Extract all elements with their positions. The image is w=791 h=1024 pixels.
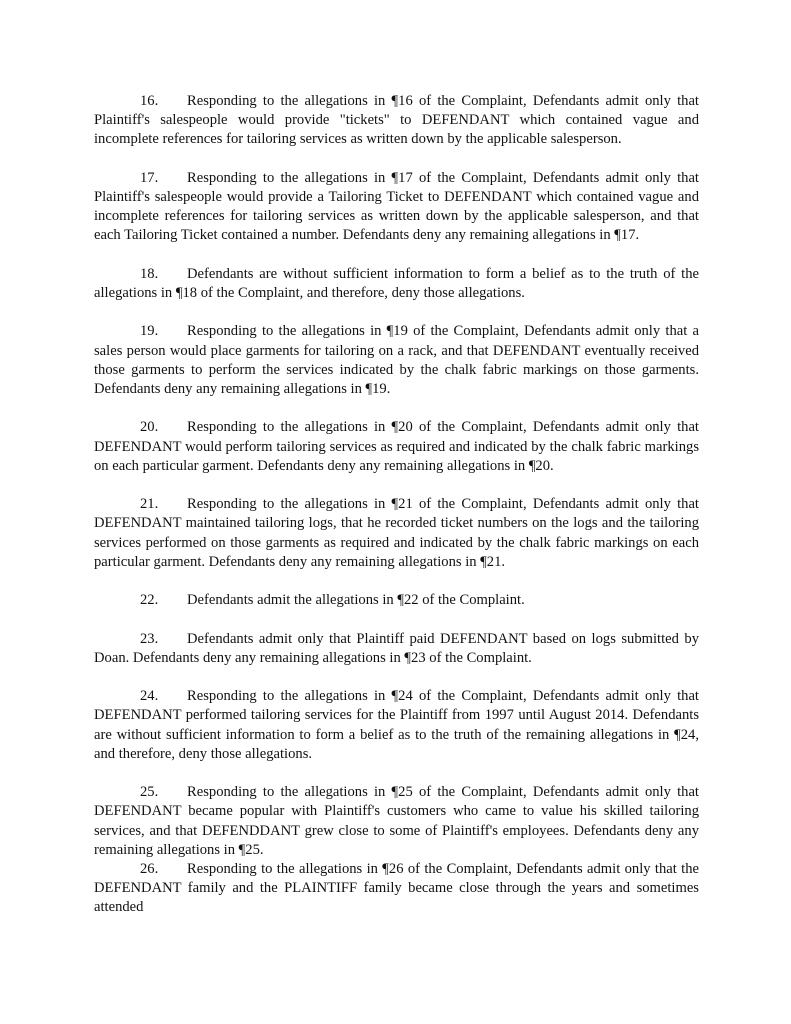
paragraph-number: 26.	[140, 860, 159, 877]
paragraph-text: Responding to the allegations in ¶19 of the Complaint, Defendants admit only that a sales person would place garments for tailoring on a rack, and that DEFENDANT eventually received those garments to perform the services indicated by the chalk fabric markings on those garments. Defendants deny any remaining allegations in ¶19.	[94, 323, 699, 397]
paragraph-text: Defendants admit only that Plaintiff paid DEFENDANT based on logs submitted by Doan. Defendants deny any remaining allegations in ¶23 of the Complaint.	[94, 630, 699, 666]
paragraph-number: 21.	[140, 496, 159, 513]
paragraph-text: Responding to the allegations in ¶20 of the Complaint, Defendants admit only that DEFENDANT would perform tailoring services as required and indicated by the chalk fabric markings on each particular garment. Defendants deny any remaining allegations in ¶20.	[94, 419, 699, 474]
paragraph-25	[94, 783, 699, 860]
paragraph-number: 23.	[140, 630, 159, 647]
paragraph-text: Defendants admit the allegations in ¶22 of the Complaint.	[187, 592, 525, 609]
paragraph-number: 22.	[140, 592, 159, 609]
paragraph-text: Responding to the allegations in ¶21 of the Complaint, Defendants admit only that DEFENDANT maintained tailoring logs, that he recorded ticket numbers on the logs and the tailoring services performed on those garments as required and indicated by the chalk fabric markings on each particular garment. Defendants deny any remaining allegations in ¶21.	[94, 496, 699, 570]
paragraph-21	[94, 495, 699, 572]
paragraph-20	[94, 418, 699, 476]
paragraph-number: 18.	[140, 265, 159, 282]
paragraph-17	[94, 169, 699, 246]
paragraph-number: 20.	[140, 419, 159, 436]
paragraph-text: Responding to the allegations in ¶24 of the Complaint, Defendants admit only that DEFENDANT performed tailoring services for the Plaintiff from 1997 until August 2014. Defendants are without sufficient information to form a belief as to the truth of the remaining allegations in ¶24, and therefore, deny those allegations.	[94, 688, 699, 762]
paragraph-22	[94, 591, 699, 610]
paragraph-text: Defendants are without sufficient information to form a belief as to the truth of the allegations in ¶18 of the Complaint, and therefore, deny those allegations.	[94, 265, 699, 301]
paragraph-18	[94, 265, 699, 303]
paragraph-23	[94, 630, 699, 668]
paragraph-text: Responding to the allegations in ¶16 of the Complaint, Defendants admit only that Plaintiff's salespeople would provide "tickets" to DEFENDANT which contained vague and incomplete references for tailoring services as written down by the applicable salesperson.	[94, 93, 699, 148]
paragraph-text: Responding to the allegations in ¶25 of the Complaint, Defendants admit only that DEFENDANT became popular with Plaintiff's customers who came to value his skilled tailoring services, and that DEFENDDANT grew close to some of Plaintiff's employees. Defendants deny any remaining allegations in ¶25.	[94, 784, 699, 858]
paragraph-number: 16.	[140, 93, 159, 109]
paragraph-number: 19.	[140, 323, 159, 340]
paragraph-26	[94, 860, 699, 918]
paragraph-text: Responding to the allegations in ¶26 of the Complaint, Defendants admit only that the DEFENDANT family and the PLAINTIFF family became close through the years and sometimes attended	[94, 860, 699, 916]
paragraph-19	[94, 322, 699, 399]
paragraph-number: 24.	[140, 688, 159, 705]
paragraph-number: 17.	[140, 169, 159, 186]
paragraph-24	[94, 687, 699, 764]
paragraph-text: Responding to the allegations in ¶17 of the Complaint, Defendants admit only that Plaintiff's salespeople would provide a Tailoring Ticket to DEFENDANT which contained vague and incomplete references for tailoring services as written down by the applicable salesperson, and that each Tailoring Ticket contained a number. Defendants deny any remaining allegations in ¶17.	[94, 169, 699, 244]
paragraph-number: 25.	[140, 784, 159, 801]
paragraph-16	[94, 92, 699, 150]
document-page	[94, 92, 699, 918]
